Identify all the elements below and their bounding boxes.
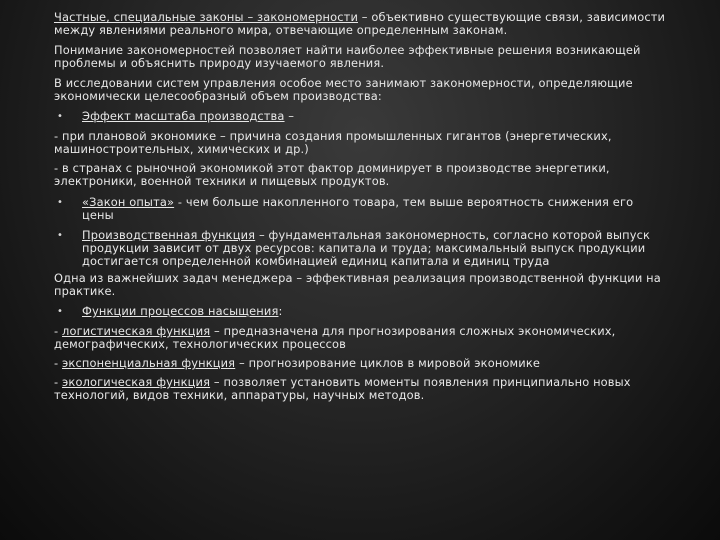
bullet-text: – фундаментальная закономерность, согласно которой выпуск продукции зависит от двух ресурсов: капитала и труда; максимальный выпуск продукции достигается определенной комбинацией единиц капитала и единиц труда — [82, 228, 651, 268]
bullet-term: Функции процессов насыщения — [82, 304, 279, 318]
bullet-icon: • — [57, 230, 64, 241]
dash-term: логистическая функция — [62, 324, 211, 338]
bullet-text: - чем больше накопленного товара, тем выше вероятность снижения его цены — [82, 195, 634, 222]
dash-item-planned-economy: - при плановой экономике – причина создания промышленных гигантов (энергетических, машиностроительных, химических и др.) — [54, 129, 612, 156]
bullet-experience-law — [54, 196, 666, 222]
dash-text: – предназначена для прогнозирования сложных экономических, демографических, технологических процессов — [54, 324, 616, 351]
definition-paragraph — [54, 11, 666, 37]
bullet-icon: • — [57, 111, 64, 122]
dash-text: – прогнозирование циклов в мировой экономике — [235, 356, 541, 370]
bullet-term: Производственная функция — [82, 228, 256, 242]
definition-text: – объективно существующие связи, зависимости между явлениями реального мира, отвечающие определенным законам. — [54, 10, 666, 37]
dash-term: экологическая функция — [62, 375, 211, 389]
dash-text: – позволяет установить моменты появления принципиально новых технологий, видов техники, аппаратуры, научных методов. — [54, 375, 631, 402]
dash-item-exponential — [54, 357, 666, 370]
dash-term: экспоненциальная функция — [62, 356, 236, 370]
dash-item-market-economy: - в странах с рыночной экономикой этот фактор доминирует в производстве энергетики, электроники, военной техники и пищевых продуктов. — [54, 161, 610, 188]
understanding-paragraph: Понимание закономерностей позволяет найти наиболее эффективные решения возникающей проблемы и объяснить природу изучаемого явления. — [54, 43, 641, 70]
dash-prefix: - — [54, 375, 63, 389]
bullet-scale-effect — [54, 110, 666, 123]
slide-content — [54, 11, 666, 408]
bullet-production-function — [54, 229, 666, 268]
research-paragraph: В исследовании систем управления особое место занимают закономерности, определяющие экономически целесообразный объем производства: — [54, 76, 633, 103]
dash-item-ecological — [54, 376, 666, 402]
bullet-term: «Закон опыта» — [82, 195, 175, 209]
dash-prefix: - — [54, 324, 63, 338]
bullet-icon: • — [57, 306, 64, 317]
bullet-term: Эффект масштаба производства — [82, 109, 285, 123]
bullet-text: – — [284, 109, 295, 123]
bullet-icon: • — [57, 197, 64, 208]
manager-task-paragraph: Одна из важнейших задач менеджера – эффективная реализация производственной функции на практике. — [54, 271, 661, 298]
definition-term: Частные, специальные законы – закономерности — [54, 10, 359, 24]
bullet-text: : — [278, 304, 283, 318]
dash-item-logistic — [54, 325, 666, 351]
bullet-saturation-functions — [54, 305, 666, 318]
dash-prefix: - — [54, 356, 63, 370]
